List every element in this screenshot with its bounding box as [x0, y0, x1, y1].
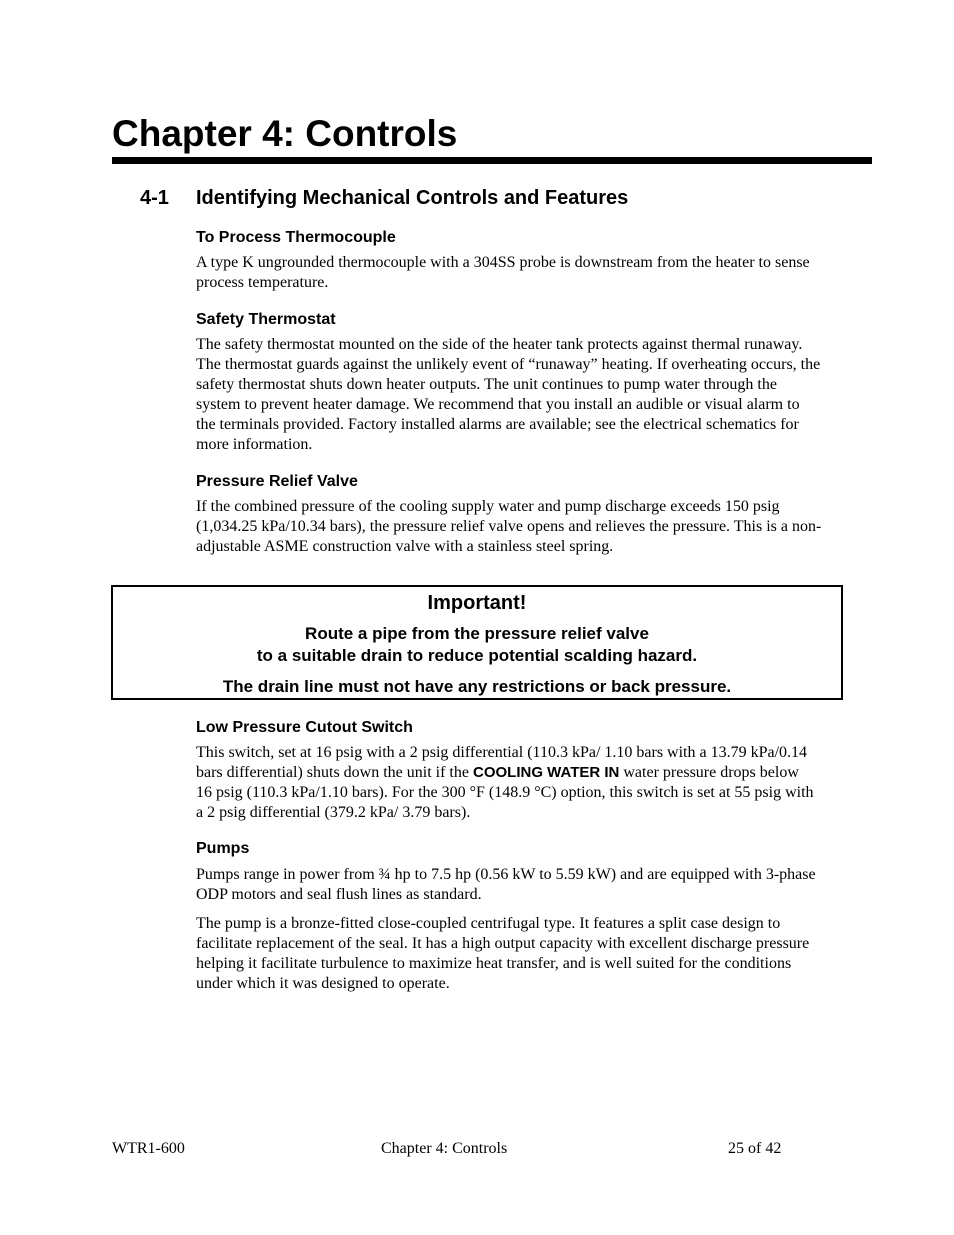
pumps-line: The pump is a bronze-fitted close-coupled centrifugal type. It features a split case design to	[196, 915, 781, 932]
safety-thermostat-paragraph	[196, 335, 870, 455]
important-line: to a suitable drain to reduce potential scalding hazard.	[256, 646, 698, 665]
pumps-heading: Pumps	[196, 840, 250, 857]
pressure-relief-line: (1,034.25 kPa/10.34 bars), the pressure relief valve opens and relieves the pressure. This is a non-	[196, 518, 822, 535]
footer-doc-id: WTR1-600	[112, 1140, 185, 1157]
footer-chapter: Chapter 4: Controls	[381, 1140, 508, 1157]
section-heading	[140, 185, 628, 211]
low-pressure-heading: Low Pressure Cutout Switch	[196, 719, 413, 736]
thermocouple-paragraph	[196, 253, 870, 293]
low-pressure-line: This switch, set at 16 psig with a 2 psig differential (110.3 kPa/ 1.10 bars with a 13.79 kPa/0.14	[196, 744, 808, 761]
important-notice-box	[111, 585, 843, 700]
section-title: Identifying Mechanical Controls and Features	[196, 187, 629, 209]
important-line: The drain line must not have any restrictions or back pressure.	[222, 677, 732, 696]
pumps-line: Pumps range in power from ¾ hp to 7.5 hp (0.56 kW to 5.59 kW) and are equipped with 3-phase	[196, 866, 816, 883]
low-pressure-line: 16 psig (110.3 kPa/1.10 bars). For the 300 °F (148.9 °C) option, this switch is set at 55 psig with	[196, 784, 814, 801]
important-title: Important!	[427, 592, 527, 614]
safety-thermostat-line: the terminals provided. Factory installed alarms are available; see the electrical schematics for	[196, 416, 799, 433]
low-pressure-paragraph	[196, 743, 870, 823]
safety-thermostat-line: The thermostat guards against the unlikely event of “runaway” heating. If overheating occurs, the	[196, 356, 821, 373]
low-pressure-line: water pressure drops below	[619, 764, 799, 781]
chapter-title-rule	[112, 157, 872, 164]
pressure-relief-paragraph	[196, 497, 870, 557]
thermocouple-heading: To Process Thermocouple	[196, 229, 396, 246]
low-pressure-line: a 2 psig differential (379.2 kPa/ 3.79 bars).	[196, 804, 471, 821]
safety-thermostat-line: safety thermostat shuts down heater outputs. The unit continues to pump water through the	[196, 376, 777, 393]
safety-thermostat-line: more information.	[196, 436, 313, 453]
thermocouple-line: process temperature.	[196, 274, 329, 291]
pressure-relief-line: adjustable ASME construction valve with a stainless steel spring.	[196, 538, 614, 555]
safety-thermostat-heading: Safety Thermostat	[196, 311, 336, 328]
chapter-title: Chapter 4: Controls	[112, 113, 458, 154]
safety-thermostat-line: The safety thermostat mounted on the side of the heater tank protects against thermal runaway.	[196, 336, 803, 353]
low-pressure-line: bars differential) shuts down the unit if the	[196, 764, 473, 781]
pumps-line: facilitate replacement of the seal. It has a high output capacity with excellent discharge pressure	[196, 935, 810, 952]
safety-thermostat-line: system to prevent heater damage. We recommend that you install an audible or visual alarm to	[196, 396, 800, 413]
pressure-relief-heading: Pressure Relief Valve	[196, 473, 358, 490]
pressure-relief-line: If the combined pressure of the cooling supply water and pump discharge exceeds 150 psig	[196, 498, 780, 515]
cooling-water-in-keyword: COOLING WATER IN	[472, 764, 620, 781]
pumps-paragraph-2	[196, 914, 870, 994]
footer-page-number: 25 of 42	[728, 1140, 782, 1157]
pumps-paragraph-1	[196, 865, 870, 905]
important-line: Route a pipe from the pressure relief valve	[305, 624, 649, 643]
pumps-line: helping it facilitate turbulence to maximize heat transfer, and is well suited for the conditions	[196, 955, 792, 972]
thermocouple-line: A type K ungrounded thermocouple with a 304SS probe is downstream from the heater to sense	[196, 254, 810, 271]
pumps-line: ODP motors and seal flush lines as standard.	[196, 886, 482, 903]
section-number: 4-1	[140, 187, 169, 209]
pumps-line: under which it was designed to operate.	[196, 975, 450, 992]
